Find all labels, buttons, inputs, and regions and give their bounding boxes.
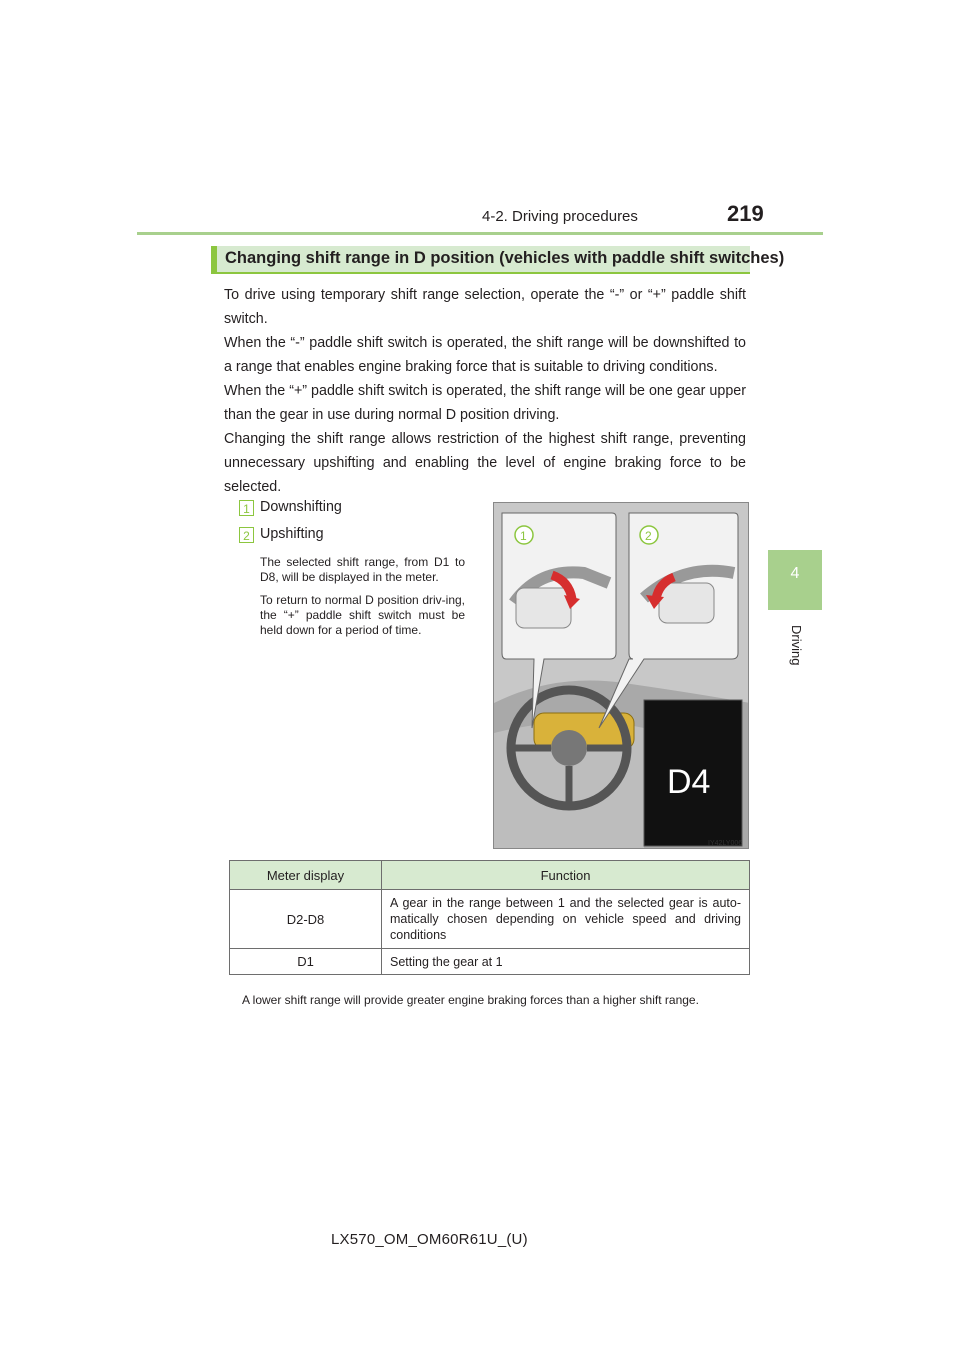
section-title: Changing shift range in D position (vehicles with paddle shift switches) xyxy=(225,249,785,267)
paragraph: When the “+” paddle shift switch is operated, the shift range will be one gear upper than the gear in use during normal D position driving. xyxy=(224,383,746,423)
meter-function-table xyxy=(229,860,750,975)
table-cell: A gear in the range between 1 and the selected gear is auto-matically chosen depending on vehicle speed and driving conditions xyxy=(382,890,750,949)
item-label-downshifting: Downshifting xyxy=(260,499,342,515)
callout-2-text: 2 xyxy=(645,529,652,543)
page-number: 219 xyxy=(727,201,764,226)
footer-code: LX570_OM_OM60R61U_(U) xyxy=(331,1231,528,1248)
note-after-table: A lower shift range will provide greater engine braking forces than a higher shift range. xyxy=(242,993,699,1007)
header-rule xyxy=(137,232,823,235)
table-cell: D1 xyxy=(230,949,382,975)
paddle-shift-illustration xyxy=(493,502,749,849)
paragraph: When the “-” paddle shift switch is operated, the shift range will be downshifted to a range that enables engine braking force that is suitable to driving conditions. xyxy=(224,335,746,375)
note: To return to normal D position driv-ing, the “+” paddle shift switch must be held down for a period of time. xyxy=(260,593,465,637)
table-cell: D2-D8 xyxy=(230,890,382,949)
table-header: Function xyxy=(382,861,750,890)
callout-1-text: 1 xyxy=(520,529,527,543)
table-header: Meter display xyxy=(230,861,382,890)
item-label-upshifting: Upshifting xyxy=(260,526,324,542)
figure-code: IY42LY006 xyxy=(708,840,743,847)
chapter-label-text: Driving xyxy=(789,625,804,666)
paragraph: Changing the shift range allows restriction of the highest shift range, preventing unnecessary upshifting and enabling the level of engine braking force to be selected. xyxy=(224,431,746,495)
table-row xyxy=(230,890,750,949)
chapter-label xyxy=(776,625,816,685)
section-title-bar xyxy=(211,246,785,274)
item-number-badge: 2 xyxy=(239,527,254,543)
table-cell: Setting the gear at 1 xyxy=(382,949,750,975)
illustration-graphic xyxy=(494,503,749,849)
paragraph: To drive using temporary shift range selection, operate the “-” or “+” paddle shift switch. xyxy=(224,287,746,327)
table-row xyxy=(230,949,750,975)
chapter-number: 4 xyxy=(790,565,800,582)
note: The selected shift range, from D1 to D8, will be displayed in the meter. xyxy=(260,555,465,584)
meter-display-text: D4 xyxy=(667,763,711,801)
section-header: 4-2. Driving procedures xyxy=(482,208,638,225)
item-number-badge: 1 xyxy=(239,500,254,516)
